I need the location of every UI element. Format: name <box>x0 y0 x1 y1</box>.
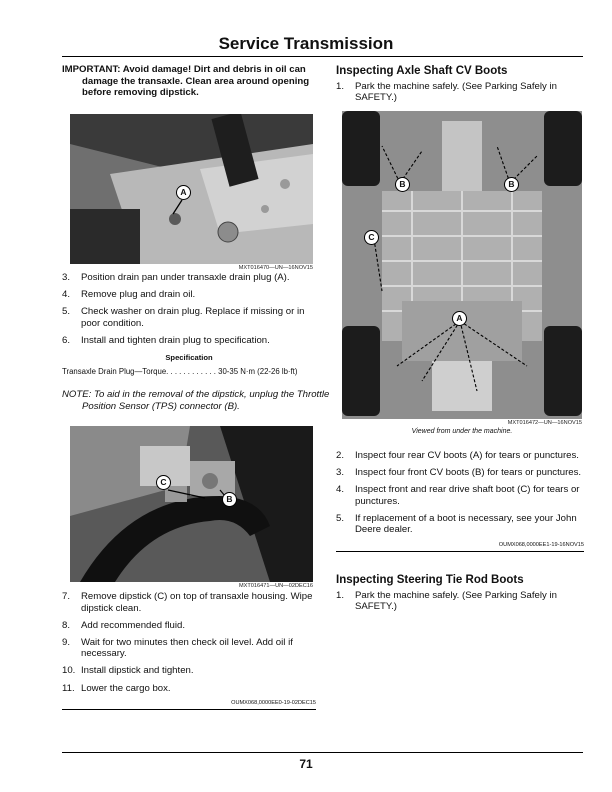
cv-boots-steps <box>336 450 584 542</box>
right-reference: OUMX068,0000EE1-19-16NOV15 <box>336 542 584 552</box>
figure1-caption: MXT016470—UN—16NOV15 <box>238 265 313 271</box>
list-item: 11. Lower the cargo box. <box>62 682 171 694</box>
callout-c: C <box>364 230 379 245</box>
list-item: 9. Wait for two minutes then check oil level. Add oil if necessary. <box>62 636 293 660</box>
title-rule <box>62 56 583 57</box>
list-item: 3. Inspect four front CV boots (B) for tears or punctures. <box>336 467 582 479</box>
callout-c: C <box>156 475 171 490</box>
drain-plug-illustration <box>70 114 313 264</box>
list-item: 2. Inspect four rear CV boots (A) for tears or punctures. <box>336 450 579 461</box>
list-item: 8. Add recommended fluid. <box>62 619 185 631</box>
section-heading-cv-boots: Inspecting Axle Shaft CV Boots <box>336 65 508 77</box>
list-item: 1. Park the machine safely. (See Parking Safely in SAFETY.) <box>336 589 557 613</box>
page-title: Service Transmission <box>218 34 394 53</box>
dipstick-illustration <box>70 426 313 582</box>
list-item: 7. Remove dipstick (C) on top of transaxle housing. Wipe dipstick clean. <box>62 591 313 614</box>
drain-steps <box>62 272 316 378</box>
cv-boots-section <box>336 66 584 109</box>
page-number: 71 <box>299 757 313 771</box>
dipstick-steps <box>62 591 316 700</box>
section-heading-tie-rod: Inspecting Steering Tie Rod Boots <box>336 574 524 586</box>
callout-a: A <box>452 311 467 326</box>
callout-b: B <box>222 492 237 507</box>
list-item: 6. Install and tighten drain plug to specification. <box>62 334 270 346</box>
important-notice <box>62 64 316 99</box>
footer-rule <box>62 752 583 753</box>
dipstick-note: NOTE: To aid in the removal of the dipstick, unplug the Throttle Position Sensor (TPS) connector (B). <box>62 389 330 412</box>
callout-b-right: B <box>504 177 519 192</box>
callout-a: A <box>176 185 191 200</box>
tie-rod-section <box>336 575 584 618</box>
important-label: IMPORTANT: <box>62 64 121 75</box>
list-item: 4. Inspect front and rear drive shaft boot (C) for tears or punctures. <box>336 484 580 507</box>
list-item: 1. Park the machine safely. (See Parking Safely in SAFETY.) <box>336 80 557 104</box>
callout-b-left: B <box>395 177 410 192</box>
dipstick-photo <box>70 426 313 582</box>
underside-photo <box>342 111 582 419</box>
list-item: 5. If replacement of a boot is necessary, see your John Deere dealer. <box>336 512 577 536</box>
list-item: 4. Remove plug and drain oil. <box>62 289 196 301</box>
figure2-caption: MXT016471—UN—02DEC16 <box>239 583 313 589</box>
figure3-caption: MXT016472—UN—16NOV15 <box>507 420 582 426</box>
spec-line: Transaxle Drain Plug—Torque. . . . . . . . . . . . 30-35 N·m (22-26 lb·ft) <box>62 367 298 377</box>
underside-illustration <box>342 111 582 419</box>
list-item: 3. Position drain pan under transaxle drain plug (A). <box>62 272 290 283</box>
list-item: 10. Install dipstick and tighten. <box>62 665 194 677</box>
list-item: 5. Check washer on drain plug. Replace if missing or in poor condition. <box>62 306 305 329</box>
left-reference: OUMX068,0000EE0-19-02DEC15 <box>62 700 316 710</box>
spec-title: Specification <box>165 353 213 363</box>
important-text: Avoid damage! Dirt and debris in oil can damage the transaxle. Clean area around opening before removing dipstick. <box>82 64 310 99</box>
drain-plug-photo <box>70 114 313 264</box>
view-note: Viewed from under the machine. <box>411 428 513 435</box>
